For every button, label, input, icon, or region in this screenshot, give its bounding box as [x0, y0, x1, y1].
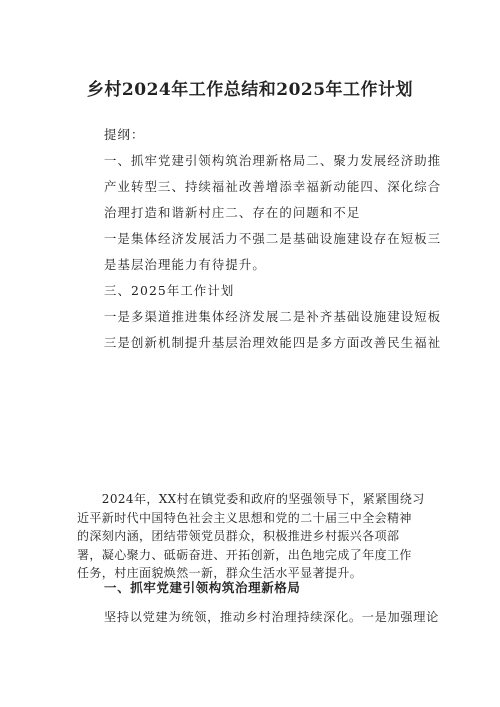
outline-line: 一是多渠道推进集体经济发展二是补齐基础设施建设短板 — [104, 309, 442, 324]
paragraph-line: 2024年，XX村在镇党委和政府的坚强领导下，紧紧围绕习 — [77, 492, 425, 506]
intro-paragraph — [77, 490, 437, 583]
paragraph-line: 任务，村庄面貌焕然一新，群众生活水平显著提升。 — [77, 566, 363, 580]
paragraph-line: 的深刻内涵，团结带领党员群众，积极推进乡村振兴各项部 — [77, 529, 400, 543]
outline-line: 一是集体经济发展活力不强二是基础设施建设存在短板三 — [104, 231, 442, 246]
outline-line: 是基层治理能力有待提升。 — [104, 257, 266, 272]
paragraph-line: 近平新时代中国特色社会主义思想和党的二十届三中全会精神 — [77, 510, 412, 525]
outline-line: 产业转型三、持续福祉改善增添幸福新动能四、深化综合 — [104, 179, 442, 194]
section-paragraph: 坚持以党建为统领，推动乡村治理持续深化。一是加强理论 — [104, 610, 440, 624]
outline-line: 提纲： — [104, 127, 145, 142]
outline-line: 治理打造和谐新村庄二、存在的问题和不足 — [104, 205, 361, 220]
paragraph-line: 署，凝心聚力、砥砺奋进、开拓创新，出色地完成了年度工作 — [77, 547, 412, 562]
outline-line: 三、2025年工作计划 — [104, 283, 235, 298]
outline-block — [104, 122, 442, 356]
outline-line: 一、抓牢党建引领构筑治理新格局二、聚力发展经济助推 — [104, 153, 442, 168]
outline-line: 三是创新机制提升基层治理效能四是多方面改善民生福祉 — [104, 335, 442, 350]
section-heading: 一、抓牢党建引领构筑治理新格局 — [104, 580, 301, 595]
document-title: 乡村2024年工作总结和2025年工作计划 — [86, 80, 414, 100]
